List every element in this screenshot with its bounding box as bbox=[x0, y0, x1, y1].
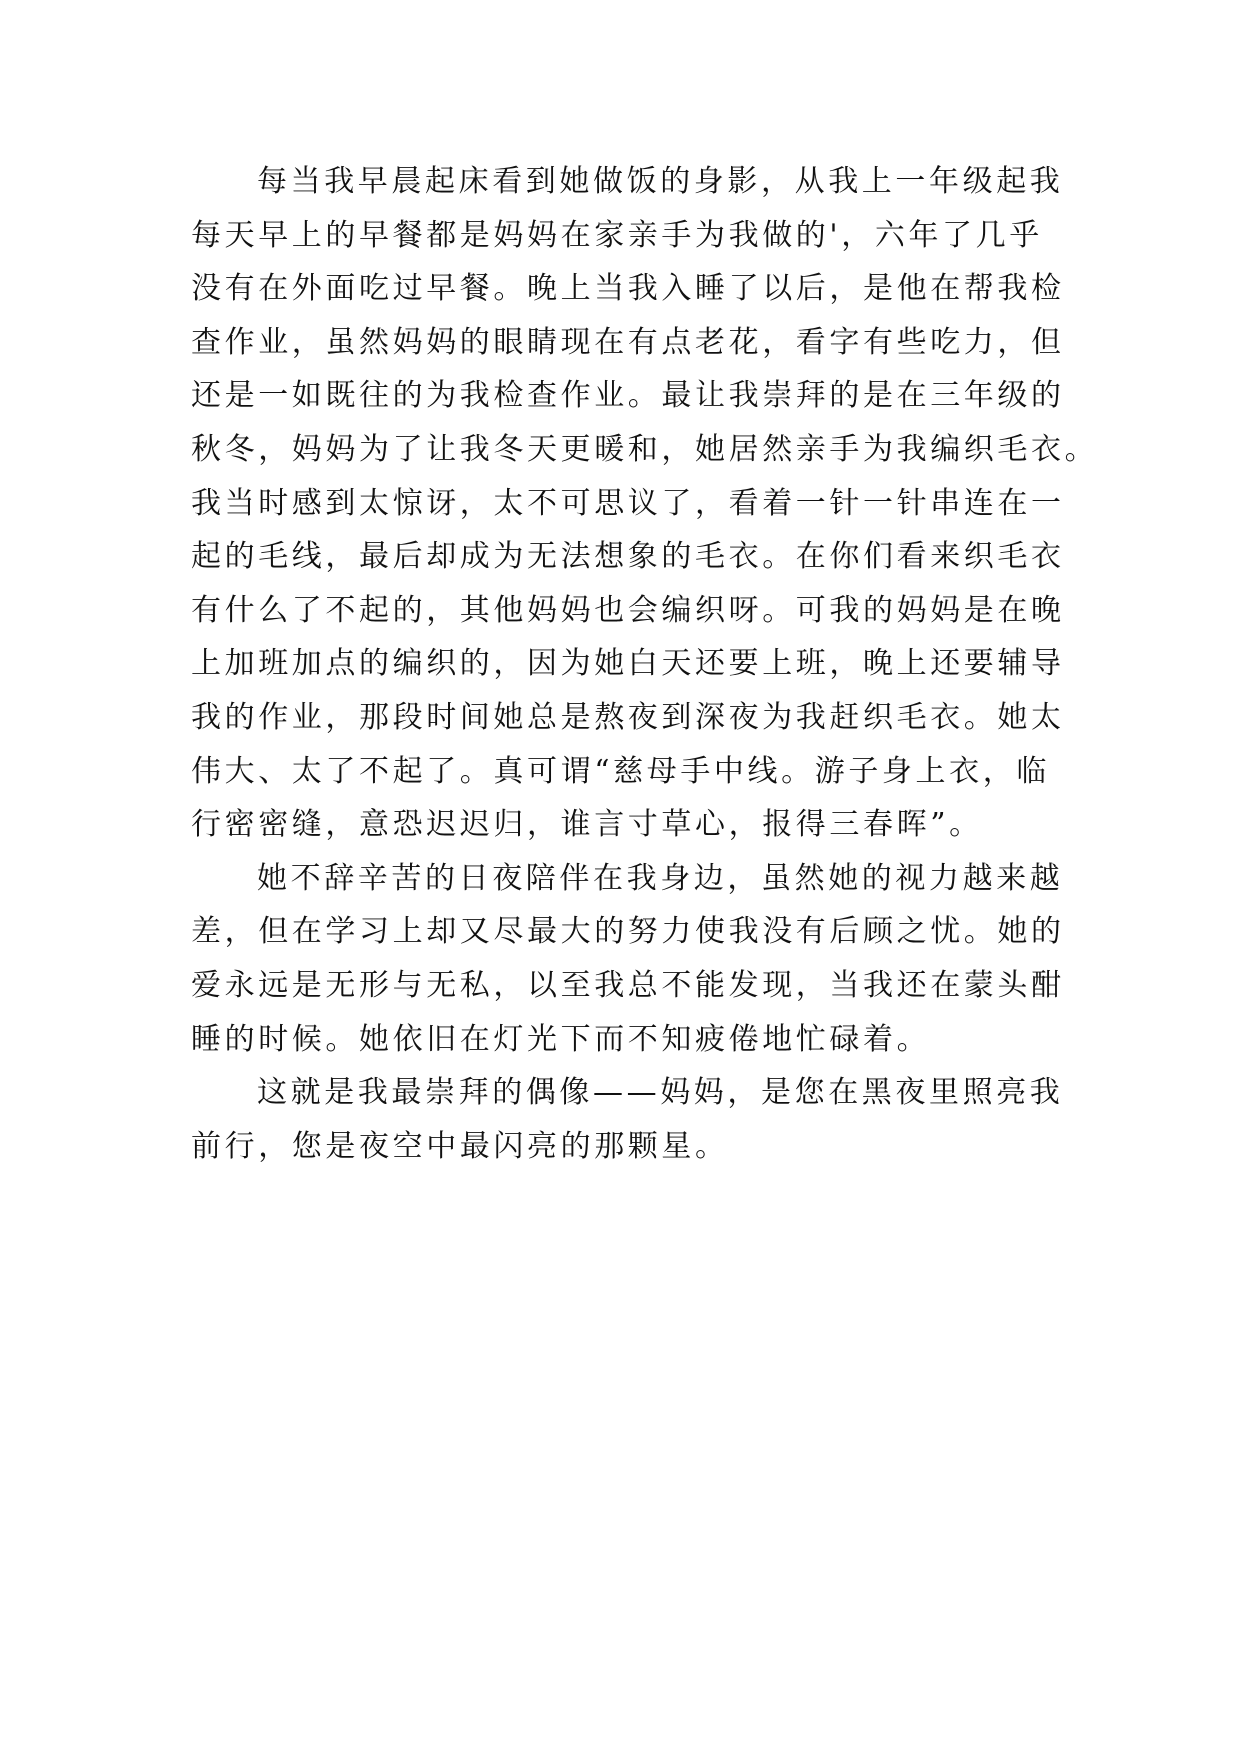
text-line: 每当我早晨起床看到她做饭的身影，从我上一年级起我 bbox=[257, 164, 1064, 199]
text-line: 起的毛线，最后却成为无法想象的毛衣。在你们看来织毛衣 bbox=[191, 539, 1065, 575]
text-line: 伟大、太了不起了。真可谓“慈母手中线。游子身上衣，临 bbox=[191, 753, 1050, 789]
text-line: 我的作业，那段时间她总是熬夜到深夜为我赶织毛衣。她太 bbox=[191, 699, 1065, 735]
text-line: 秋冬，妈妈为了让我冬天更暖和，她居然亲手为我编织毛衣。 bbox=[191, 431, 1099, 467]
text-line: 有什么了不起的，其他妈妈也会编织呀。可我的妈妈是在晚 bbox=[191, 592, 1065, 628]
text-line: 爱永远是无形与无私，以至我总不能发现，当我还在蒙头酣 bbox=[191, 967, 1065, 1003]
text-line: 查作业，虽然妈妈的眼睛现在有点老花，看字有些吃力，但 bbox=[191, 324, 1065, 360]
text-line: 这就是我最崇拜的偶像——妈妈，是您在黑夜里照亮我 bbox=[257, 1075, 1064, 1111]
text-line: 我当时感到太惊讶，太不可思议了，看着一针一针串连在一 bbox=[191, 485, 1065, 521]
text-line: 差，但在学习上却又尽最大的努力使我没有后顾之忧。她的 bbox=[191, 914, 1065, 950]
text-line: 还是一如既往的为我检查作业。最让我崇拜的是在三年级的 bbox=[191, 378, 1065, 414]
text-line: 每天早上的早餐都是妈妈在家亲手为我做的'，六年了几乎 bbox=[191, 217, 1043, 253]
text-line: 前行，您是夜空中最闪亮的那颗星。 bbox=[191, 1128, 729, 1164]
text-line: 行密密缝，意恐迟迟归，谁言寸草心，报得三春晖”。 bbox=[191, 807, 983, 843]
text-line: 没有在外面吃过早餐。晚上当我入睡了以后，是他在帮我检 bbox=[191, 271, 1065, 307]
text-line: 睡的时候。她依旧在灯光下而不知疲倦地忙碌着。 bbox=[191, 1021, 931, 1057]
text-line: 上加班加点的编织的，因为她白天还要上班，晚上还要辅导 bbox=[191, 646, 1065, 682]
text-line: 她不辞辛苦的日夜陪伴在我身边，虽然她的视力越来越 bbox=[257, 860, 1064, 896]
document-body bbox=[191, 155, 1099, 1173]
